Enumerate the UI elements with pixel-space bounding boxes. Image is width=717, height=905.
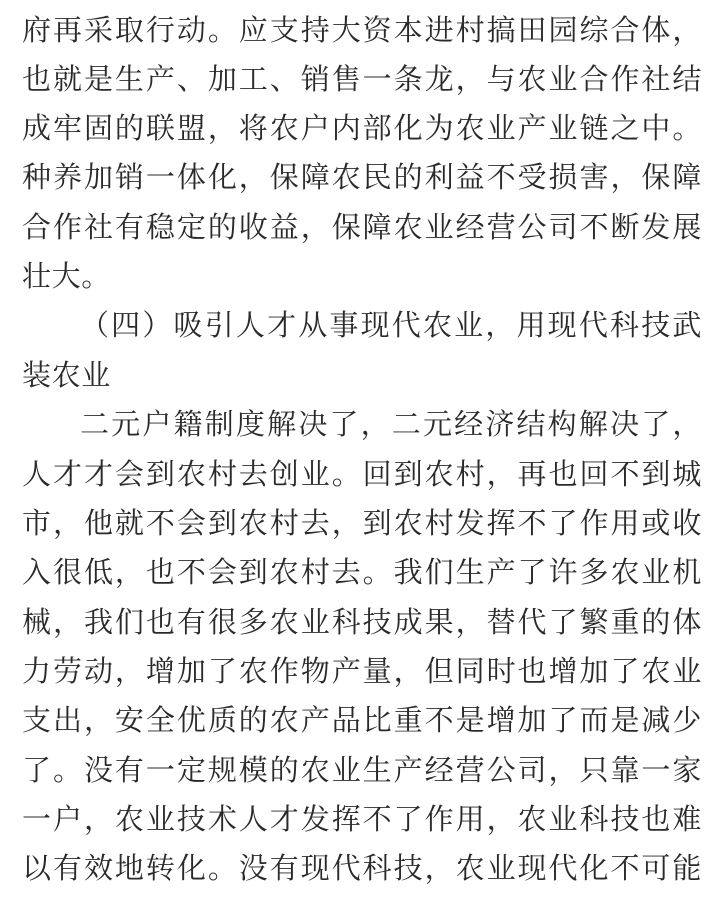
text-line: 入很低，也不会到农村去。我们生产了许多农业机 xyxy=(22,555,702,589)
text-line: 以有效地转化。没有现代科技，农业现代化不可能 xyxy=(22,851,702,885)
text-line: 也就是生产、加工、销售一条龙，与农业合作社结 xyxy=(22,62,702,96)
text-line: 壮大。 xyxy=(22,259,111,293)
text-line: 种养加销一体化，保障农民的利益不受损害，保障 xyxy=(22,160,702,194)
text-line: 械，我们也有很多农业科技成果，替代了繁重的体 xyxy=(22,605,702,639)
text-line: 人才才会到农村去创业。回到农村，再也回不到城 xyxy=(22,457,702,491)
text-line: 合作社有稳定的收益，保障农业经营公司不断发展 xyxy=(22,210,702,244)
text-line: 一户，农业技术人才发挥不了作用，农业科技也难 xyxy=(22,802,702,836)
text-line: 市，他就不会到农村去，到农村发挥不了作用或收 xyxy=(22,506,702,540)
section-heading-line: 装农业 xyxy=(22,358,111,392)
text-line: 力劳动，增加了农作物产量，但同时也增加了农业 xyxy=(22,654,702,688)
text-line: 支出，安全优质的农产品比重不是增加了而是减少 xyxy=(22,703,702,737)
text-line: 了。没有一定规模的农业生产经营公司，只靠一家 xyxy=(22,753,702,787)
section-heading-line: （四）吸引人才从事现代农业，用现代科技武 xyxy=(80,308,702,342)
text-line: 二元户籍制度解决了，二元经济结构解决了， xyxy=(80,407,702,441)
text-line: 府再采取行动。应支持大资本进村搞田园综合体， xyxy=(22,13,702,47)
text-line: 成牢固的联盟，将农户内部化为农业产业链之中。 xyxy=(22,111,702,145)
